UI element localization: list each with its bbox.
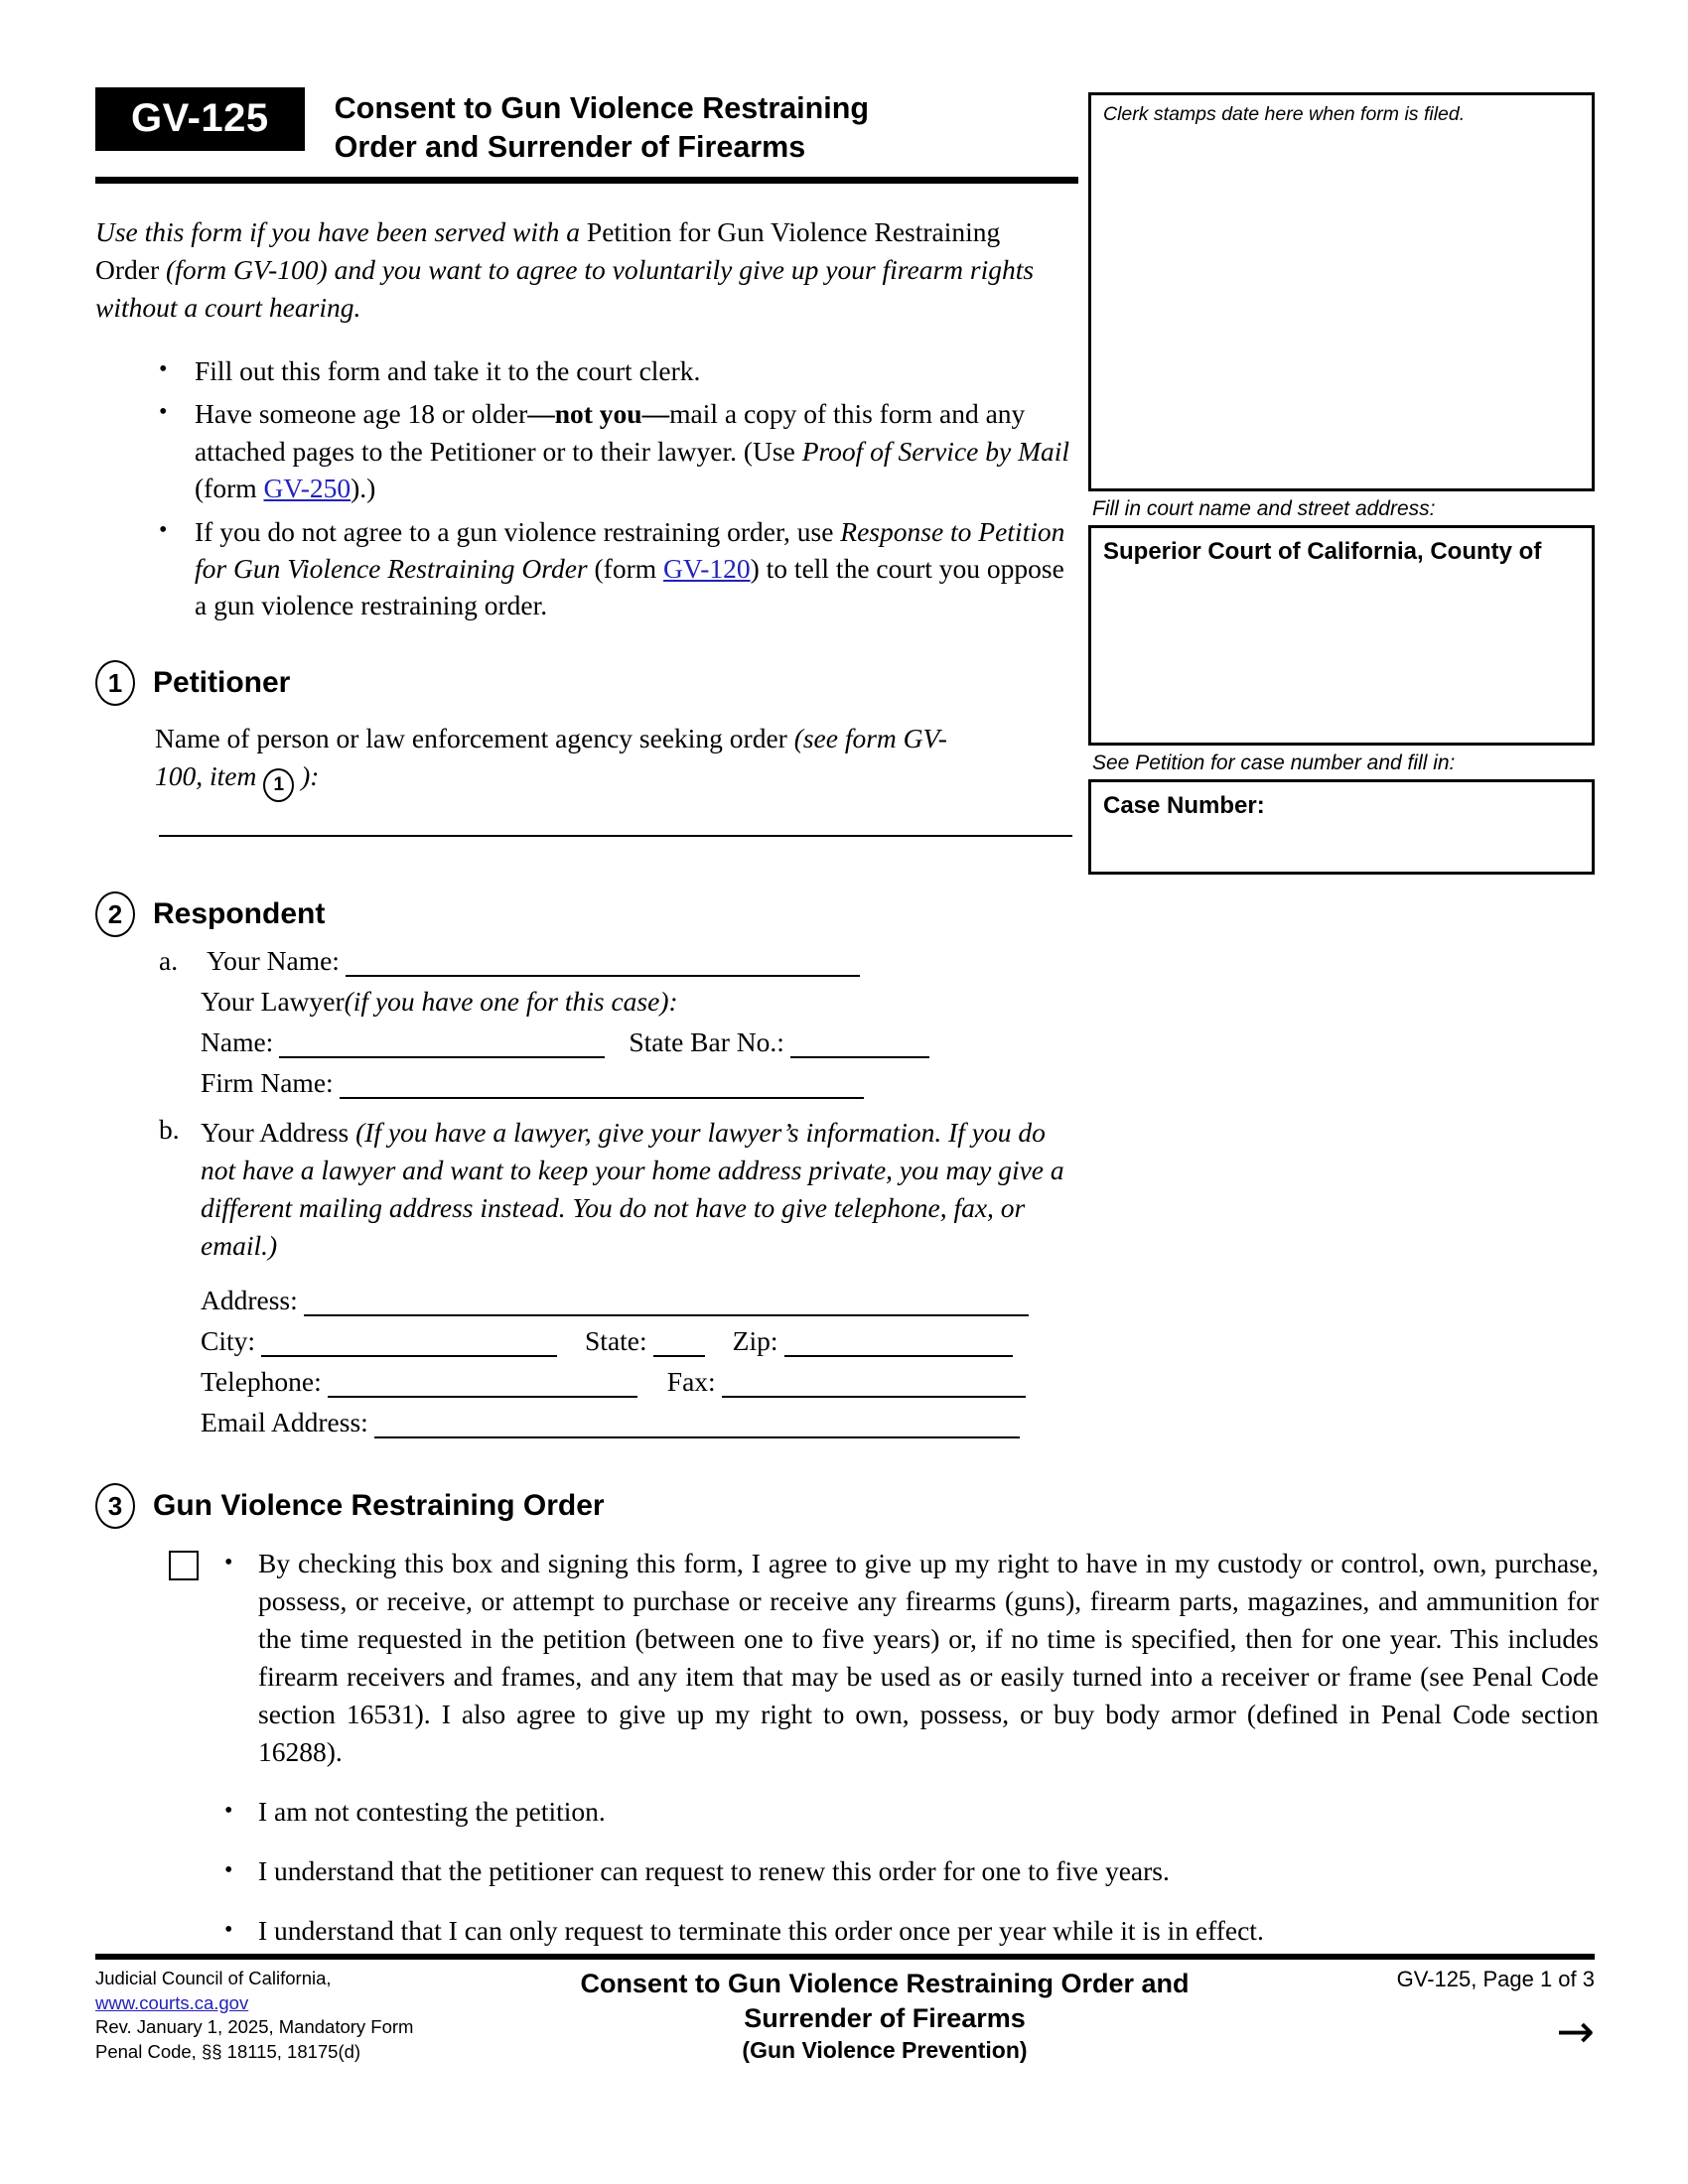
section3-bullet-3: I understand that the petitioner can request to renew this order for one to five years. (258, 1854, 1170, 1886)
b3-a: If you do not agree to a gun violence restraining order, use (195, 515, 841, 547)
state-bar-label: State Bar No.: (629, 1026, 784, 1057)
your-lawyer-row (159, 986, 1082, 1018)
your-name-row (159, 945, 1082, 977)
your-lawyer-label: Your Lawyer (201, 986, 345, 1017)
b3-b: (form (587, 552, 664, 584)
page-title-line2: Order and Surrender of Firearms (334, 130, 806, 165)
state-label: State: (585, 1324, 647, 1356)
state-bar-input[interactable] (790, 1056, 929, 1058)
your-address-block (159, 1114, 1072, 1265)
instruction-bullet-1: Fill out this form and take it to the court clerk. (195, 355, 701, 386)
clerk-stamp-box (1088, 92, 1595, 491)
next-page-arrow-icon: → (1556, 2004, 1595, 2058)
b2-italic: Proof of Service by Mail (801, 435, 1070, 467)
petitioner-item-circle: 1 (263, 768, 294, 802)
intro-part2: Petition for Gun Violence Restraining Order (95, 216, 1001, 285)
email-input[interactable] (374, 1436, 1020, 1438)
section-1-title: Petitioner (153, 666, 291, 699)
form-header (95, 87, 1088, 184)
page-footer (95, 1954, 1595, 2066)
bullet-icon: • (224, 1856, 233, 1883)
consent-checkbox-cell[interactable] (169, 1545, 224, 1580)
link-gv-120[interactable]: GV-120 (663, 552, 751, 584)
your-lawyer-hint: (if you have one for this case): (344, 986, 678, 1017)
fax-input[interactable] (722, 1396, 1026, 1398)
address-row (201, 1285, 1072, 1316)
consent-checkbox[interactable] (169, 1551, 199, 1580)
form-number-badge: GV-125 (95, 87, 305, 151)
section-3-title: Gun Violence Restraining Order (153, 1489, 605, 1522)
footer-form-title (473, 1967, 1297, 2066)
section3-bullet-2: I am not contesting the petition. (258, 1795, 606, 1827)
link-courts-ca-gov[interactable]: www.courts.ca.gov (95, 1991, 249, 2013)
your-address-hint: (If you have a lawyer, give your lawyer’s information. If you do not have a lawyer and want to keep your home address private, you may give a different mailing address instead. You do not have to give telephone, fax, or email.) (201, 1117, 1064, 1261)
footer-title-line1: Consent to Gun Violence Restraining Order and (580, 1969, 1190, 1998)
respondent-item-b (159, 1114, 1072, 1447)
court-name-box[interactable] (1088, 525, 1595, 746)
caption-column (1088, 92, 1595, 875)
b2-b: mail a copy of this form and any attached pages to the Petitioner or to their lawyer. (Use (195, 398, 1026, 467)
b3-c: ) to tell the court you oppose a gun violence restraining order. (195, 552, 1064, 621)
firm-name-label: Firm Name: (201, 1067, 334, 1098)
footer-council: Judicial Council of California, (95, 1968, 332, 1988)
section-3-list (169, 1545, 1599, 1949)
city-label: City: (201, 1324, 256, 1356)
lawyer-name-row (159, 1026, 1082, 1058)
telephone-fax-row (201, 1366, 1072, 1398)
address-label: Address: (201, 1284, 298, 1315)
b3-italic: Response to Petition for Gun Violence Restraining Order (195, 515, 1065, 584)
firm-name-row (159, 1067, 1082, 1099)
list-item (169, 1912, 1599, 1950)
footer-body (95, 1960, 1595, 2066)
intro-part1: Use this form if you have been served with a (95, 216, 587, 247)
footer-revision: Rev. January 1, 2025, Mandatory Form (95, 2016, 414, 2038)
page-title-line1: Consent to Gun Violence Restraining (334, 91, 869, 125)
section3-bullet-4: I understand that I can only request to terminate this order once per year while it is in effect. (258, 1914, 1264, 1946)
instruction-list (159, 352, 1072, 630)
case-number-caption: See Petition for case number and fill in: (1092, 751, 1456, 774)
header-divider (95, 177, 1078, 184)
address-fields (159, 1265, 1072, 1438)
city-input[interactable] (261, 1355, 557, 1357)
footer-title-line2: Surrender of Firearms (744, 2003, 1026, 2034)
footer-page-info (1297, 1967, 1595, 2066)
footer-title-line3: (Gun Violence Prevention) (742, 2037, 1028, 2064)
zip-label: Zip: (732, 1324, 778, 1356)
header-row (95, 87, 1088, 167)
bullet-icon: • (159, 399, 168, 426)
consent-bullet-text: By checking this box and signing this form, I agree to give up my right to have in my custody or control, own, purchase, possess, or receive, or attempt to purchase or receive any firearms (guns), firearm parts, magazines, and ammunition for the time requested in the petition (between one to five years) or, if no time is specified, then for one year. This includes firearm receivers and frames, and any item that may be used as or easily turned into a receiver or frame (see Penal Code section 16531). I also agree to give up my right to own, possess, or buy body armor (defined in Penal Code section 16288). (258, 1548, 1599, 1767)
list-item (159, 352, 1072, 389)
consent-row (169, 1545, 1599, 1771)
section-2-title: Respondent (153, 897, 326, 930)
respondent-item-a (159, 945, 1082, 1108)
list-item (159, 395, 1072, 506)
your-address-text (201, 1114, 1072, 1265)
court-name-value: Superior Court of California, County of (1103, 538, 1542, 565)
intro-part3: (form GV-100) and you want to agree to voluntarily give up your firearm rights without a court hearing. (95, 253, 1035, 323)
your-name-label: Your Name: (207, 945, 340, 976)
instruction-bullet-3 (195, 513, 1072, 624)
lawyer-name-input[interactable] (279, 1056, 605, 1058)
petitioner-description (155, 720, 969, 802)
section-3-header (95, 1483, 605, 1529)
footer-penal-code: Penal Code, §§ 18115, 18175(d) (95, 2040, 361, 2062)
bullet-icon: • (159, 516, 168, 543)
firm-name-input[interactable] (340, 1097, 864, 1099)
section-3-number: 3 (95, 1483, 135, 1529)
clerk-stamp-label: Clerk stamps date here when form is filed. (1103, 103, 1466, 125)
footer-line-1 (95, 1967, 473, 2015)
section-1-header (95, 660, 290, 706)
section-2-header (95, 891, 325, 937)
bullet-icon: • (159, 356, 168, 382)
address-input[interactable] (304, 1314, 1029, 1316)
list-item (169, 1852, 1599, 1890)
list-item (159, 513, 1072, 624)
zip-input[interactable] (784, 1355, 1013, 1357)
section-1-number: 1 (95, 660, 135, 706)
item-a-marker: a. (159, 945, 179, 976)
bullet-icon: • (224, 1550, 233, 1575)
item-b-marker: b. (159, 1114, 180, 1145)
footer-legal-info (95, 1967, 473, 2066)
email-row (201, 1407, 1072, 1438)
b2-a: Have someone age 18 or older (195, 398, 528, 430)
intro-paragraph (95, 213, 1063, 327)
petitioner-name-input[interactable] (159, 835, 1072, 837)
b2-bold: —not you— (527, 398, 670, 430)
bullet-icon: • (224, 1797, 233, 1824)
city-state-zip-row (201, 1325, 1072, 1357)
page-title (335, 87, 1010, 167)
petitioner-desc-italic-a: (see form GV-100, item (155, 723, 947, 791)
case-number-box[interactable] (1088, 779, 1595, 875)
fax-label: Fax: (666, 1365, 716, 1397)
b2-c: (form (195, 473, 264, 504)
petitioner-desc-italic-b: ): (294, 759, 320, 791)
bullet-icon: • (224, 1916, 233, 1943)
instruction-bullet-2 (195, 395, 1072, 506)
lawyer-name-label: Name: (201, 1026, 274, 1057)
page-number: GV-125, Page 1 of 3 (1396, 1967, 1595, 1991)
your-address-label: Your Address (201, 1117, 356, 1148)
email-label: Email Address: (201, 1406, 368, 1437)
petitioner-desc-a: Name of person or law enforcement agency seeking order (155, 723, 794, 753)
case-number-label: Case Number: (1103, 792, 1265, 819)
link-gv-250[interactable]: GV-250 (263, 473, 352, 504)
court-caption: Fill in court name and street address: (1092, 497, 1436, 520)
section-2-number: 2 (95, 891, 135, 937)
telephone-label: Telephone: (201, 1365, 322, 1397)
telephone-input[interactable] (328, 1396, 637, 1398)
state-input[interactable] (653, 1355, 705, 1357)
your-name-input[interactable] (346, 975, 860, 977)
list-item (169, 1793, 1599, 1831)
b2-d: ).) (351, 473, 376, 504)
